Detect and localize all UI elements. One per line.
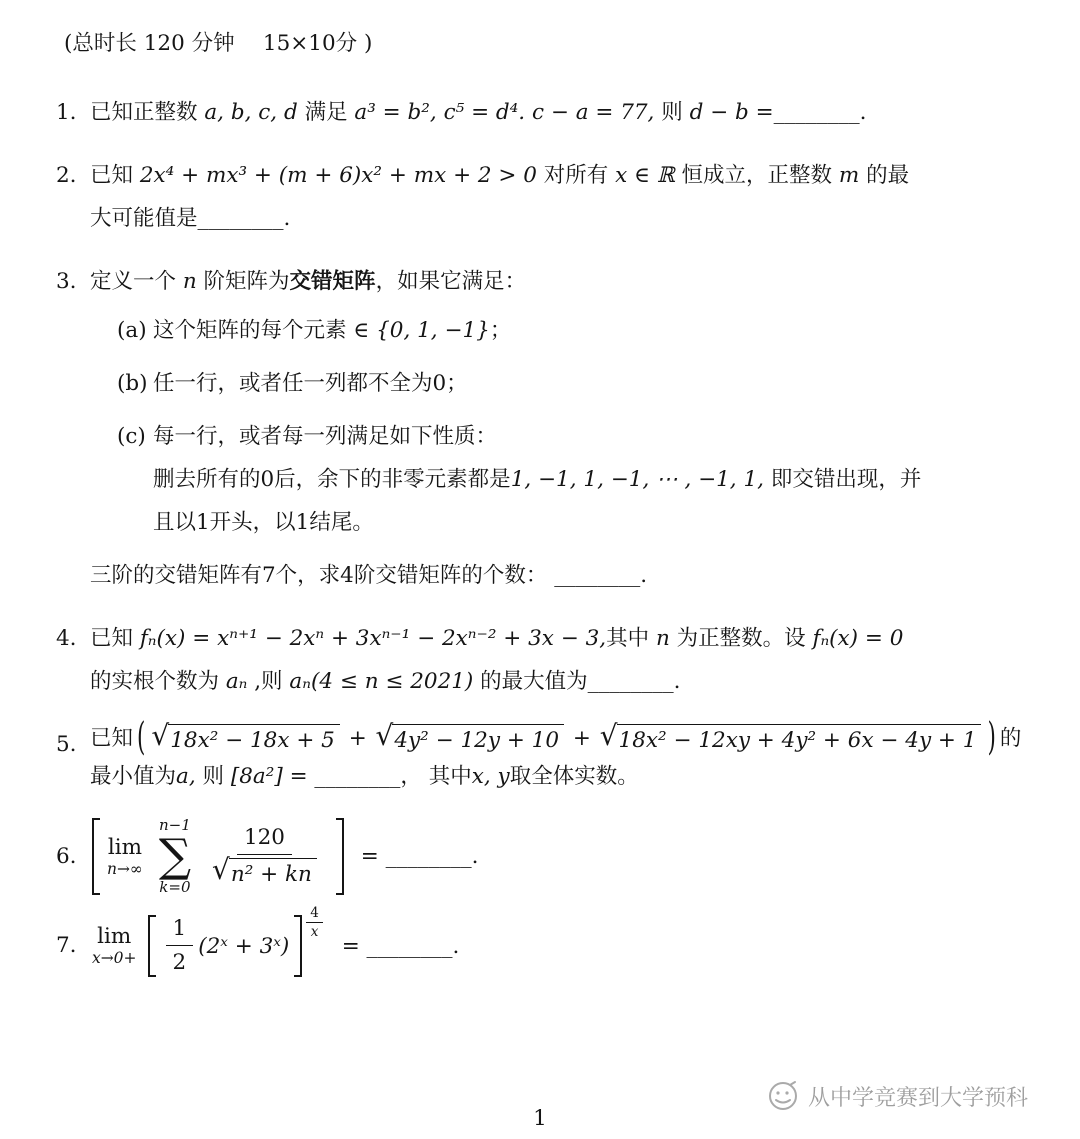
page-number: 1 [533,1106,547,1131]
radicand: n² + kn [229,858,317,889]
text-segment: ________， 其中 [307,764,472,790]
sum-lower-limit: k=0 [159,878,191,897]
problem-3-text [90,260,1034,597]
math-segment: x ∈ ℝ [615,163,675,188]
math-segment: [8a²] = [230,764,308,790]
limit-label: lim [97,924,132,950]
problem-7-expression [90,905,1034,977]
limit-subscript: x→0+ [92,948,137,967]
text-segment: 已知 [90,163,140,188]
right-paren: ) [987,715,996,761]
left-bracket [92,818,100,895]
subitem-label: (b) [117,371,148,396]
text-segment: 恒成立，正整数 [674,163,839,188]
math-segment: (2ˣ + 3ˣ) [198,933,290,959]
problem-number: 1. [56,100,77,125]
problem-3-c-line1 [153,415,1034,458]
text-segment: 对所有 [536,163,616,188]
subitem-text [153,309,1034,352]
problem-6-expression [90,818,1034,895]
problem-4 [56,617,1034,703]
subitem-text [153,415,1034,544]
fraction [203,824,326,889]
math-segment: n [655,626,670,651]
sqrt-expression [212,853,317,889]
problem-2-text [90,154,1034,240]
problem-number: 4. [56,626,77,651]
fraction-numerator: 120 [237,824,292,855]
text-segment: 大可能值是________. [90,206,291,231]
fraction [166,915,194,977]
text-segment: 的 [999,726,1022,751]
text-segment: 满足 [297,100,355,125]
sqrt-expression [151,718,339,755]
math-segment: ∈ {0, 1, −1} [353,318,490,343]
sigma-icon: ∑ [158,829,192,883]
math-segment: aₙ [225,669,248,694]
plus-operator: + [341,726,374,751]
problem-1-text [90,91,1034,134]
problem-3 [56,260,1034,597]
text-segment: 已知 [90,626,140,651]
problem-4-line2 [90,660,1034,703]
radicand: 4y² − 12y + 10 [392,724,564,755]
text-segment: ，如果它满足： [375,269,527,294]
problem-2-line2 [90,197,1034,240]
limit-operator [107,836,143,878]
problem-number: 6. [56,843,77,869]
problem-5-text [90,715,1034,798]
radicand: 18x² − 18x + 5 [168,724,340,755]
text-segment: 任一行，或者任一列都不全为0； [153,371,468,396]
problem-3-question [90,554,1034,597]
text-segment: 每一行，或者每一列满足如下性质： [153,424,498,449]
subitem-label: (c) [117,424,146,449]
sum-upper-limit: n−1 [158,816,191,835]
exam-header: (总时长 120 分钟 15×10分 ) [64,31,373,56]
summation-operator [159,818,191,895]
problem-1 [56,91,1034,134]
text-segment: 这个矩阵的每个元素 [153,318,354,343]
math-segment: 2x⁴ + mx³ + (m + 6)x² + mx + 2 > 0 [139,163,537,188]
problem-4-line1 [90,617,1034,660]
fraction-denominator: x [310,924,319,941]
exponent-fraction [306,905,323,940]
fraction-numerator: 4 [306,905,323,923]
text-segment: 且以1开头，以1结尾。 [153,510,374,535]
math-segment: fₙ(x) = xⁿ⁺¹ − 2xⁿ + 3xⁿ⁻¹ − 2xⁿ⁻² + 3x − 3, [139,626,607,651]
text-segment: 的最大值为________. [473,669,681,694]
problem-3-item-b [117,362,1034,405]
sqrt-expression [375,718,565,755]
problem-2-line1 [90,154,1034,197]
problem-number: 3. [56,269,77,294]
watermark-text: 从中学竞赛到大学预科 [807,1085,1028,1111]
answer-blank: = ________. [334,933,460,959]
problem-2 [56,154,1034,240]
math-segment: d − b = [689,100,774,125]
text-segment: 的实根个数为 [90,669,226,694]
left-paren: ( [137,715,146,761]
radical-sign-icon: √ [212,853,230,887]
text-segment: 为正整数。设 [669,626,813,651]
math-segment: n [182,269,197,294]
radical-sign-icon: √ [599,718,618,752]
fraction-numerator: 1 [166,915,194,946]
plus-operator: + [566,726,598,751]
problem-3-intro [90,260,1034,303]
math-segment: fₙ(x) = 0 [812,626,904,651]
text-segment: ________. [773,100,867,125]
radicand: 18x² − 12xy + 4y² + 6x − 4y + 1 [617,724,982,755]
limit-label: lim [107,834,142,860]
subitem-text [153,362,1034,405]
answer-blank: = ________. [353,844,479,870]
bold-segment: 交错矩阵 [289,269,376,294]
math-segment: a, b, c, d [204,100,298,125]
subitem-label: (a) [117,318,147,343]
problem-3-item-a [117,309,1034,352]
problem-list [0,57,1080,977]
text-segment: 定义一个 [90,269,183,294]
text-segment: 其中 [606,626,656,651]
text-segment: 的最 [859,163,910,188]
problem-6 [56,818,1034,895]
problem-4-text [90,617,1034,703]
text-segment: 已知正整数 [90,100,205,125]
text-segment: 三阶的交错矩阵有7个，求4阶交错矩阵的个数： ________. [90,563,648,588]
problem-3-item-c [117,415,1034,544]
radical-sign-icon: √ [375,718,394,752]
math-segment: a, [176,764,196,790]
text-segment: 已知 [90,726,134,751]
math-segment: 1, −1, 1, −1, ⋯ , −1, 1, [510,467,764,492]
text-segment: 则 [654,100,690,125]
right-bracket [336,818,344,895]
text-segment: 删去所有的0后，余下的非零元素都是 [153,467,511,492]
left-bracket [148,915,156,977]
problem-3-c-line2 [153,458,1034,501]
fraction-denominator: 2 [172,950,187,976]
text-segment: 则 [195,764,231,790]
problem-5-line2 [90,755,1034,798]
math-segment: m [838,163,860,188]
problem-3-c-line3 [153,501,1034,544]
problem-number: 7. [56,933,77,959]
math-segment: aₙ(4 ≤ n ≤ 2021) [289,669,474,694]
text-segment: 即交错出现，并 [763,467,922,492]
text-segment: ,则 [247,669,290,694]
text-segment: 阶矩阵为 [196,269,290,294]
text-segment: 最小值为 [90,764,177,790]
problem-5-line1 [90,715,1034,761]
limit-subscript: n→∞ [107,859,143,878]
math-segment: x, y [471,764,510,790]
text-segment: ； [489,318,512,343]
sqrt-expression [599,718,982,755]
text-segment: 取全体实数。 [509,764,639,790]
problem-number: 5. [56,732,77,757]
radical-sign-icon: √ [151,718,170,752]
limit-operator [92,925,137,967]
problem-7 [56,905,1034,977]
problem-number: 2. [56,163,77,188]
problem-5 [56,715,1034,798]
right-bracket [294,915,302,977]
fraction-denominator [203,855,326,889]
math-segment: a³ = b², c⁵ = d⁴. c − a = 77, [354,100,655,125]
